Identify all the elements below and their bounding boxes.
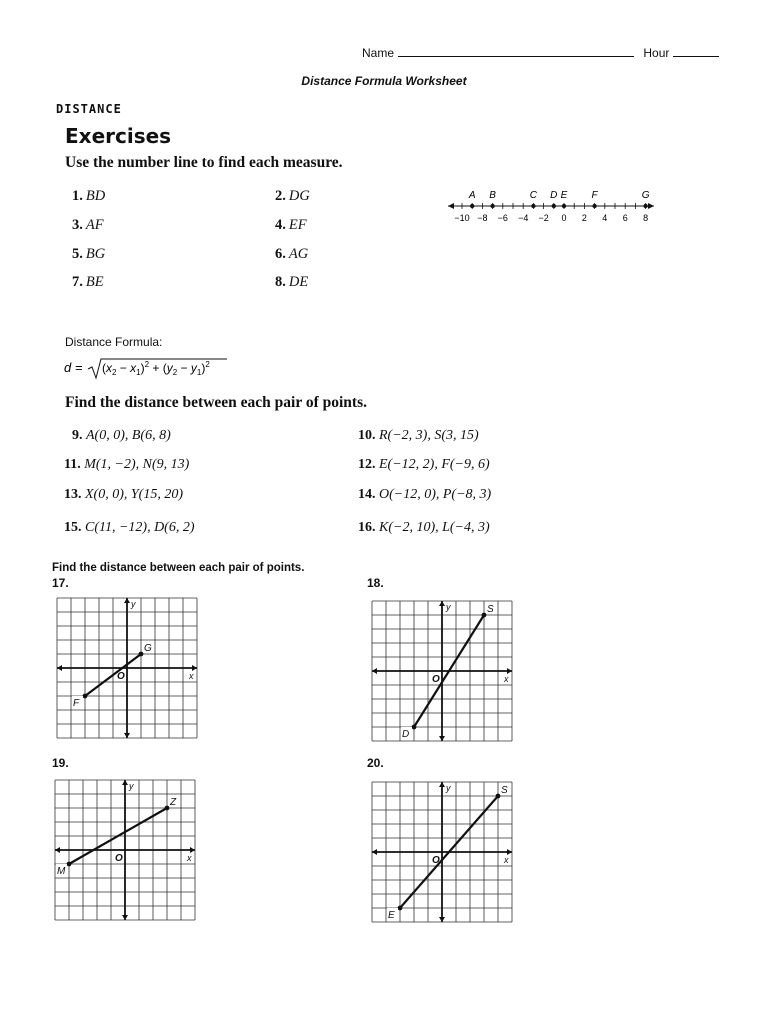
point-label: S [487, 604, 494, 615]
graph-point [496, 794, 501, 799]
tick-label: −4 [518, 213, 529, 223]
pair-item: 11. M(1, −2), N(9, 13) [64, 457, 190, 472]
number-line-point [531, 204, 535, 208]
worksheet-title: Distance Formula Worksheet [301, 74, 467, 88]
graph-point [412, 725, 417, 730]
graph-number-17: 17. [52, 576, 69, 590]
point-label: E [388, 910, 395, 921]
formula-label: Distance Formula: [65, 335, 163, 349]
exercise-item: 4. EF [275, 217, 307, 233]
formula-body: $(x_2 - x_1)^2 + (y_2 - y_1)^2$ [102, 360, 210, 377]
tick-label: −2 [538, 213, 549, 223]
point-label: B [489, 190, 496, 201]
tick-label: 4 [602, 213, 608, 223]
left-arrow-icon [448, 203, 454, 209]
graph-point [398, 906, 403, 911]
point-label: G [641, 190, 650, 201]
graph-number-20: 20. [367, 756, 384, 770]
pair-item: 14. O(−12, 0), P(−8, 3) [358, 487, 492, 502]
graph-point [139, 652, 144, 657]
tick-label: −6 [497, 213, 508, 223]
name-field[interactable] [398, 46, 634, 57]
exercises-heading: Exercises [65, 124, 172, 148]
exercise-item: 8. DE [275, 274, 309, 290]
point-label: D [550, 190, 558, 201]
coordinate-grid-19 [54, 779, 196, 921]
number-line-instruction: Use the number line to find each measure. [65, 154, 343, 171]
point-label: D [402, 729, 410, 740]
number-line-point [592, 204, 596, 208]
exercise-item: 6. AG [275, 246, 309, 262]
point-label: F [591, 190, 598, 201]
pair-item: 9. A(0, 0), B(6, 8) [72, 428, 171, 443]
y-axis-label: y [129, 781, 134, 791]
graph-point [67, 862, 72, 867]
pair-item: 12. E(−12, 2), F(−9, 6) [358, 457, 490, 472]
y-axis-label: y [131, 599, 136, 609]
pair-item: 16. K(−2, 10), L(−4, 3) [358, 520, 490, 535]
tick-label: 0 [561, 213, 567, 223]
point-label: S [501, 785, 508, 796]
exercise-item: 5. BG [72, 246, 106, 262]
point-label: A [468, 190, 476, 201]
exercise-item: 3. AF [72, 217, 104, 233]
point-label: Z [170, 797, 177, 808]
tick-label: −8 [477, 213, 488, 223]
x-axis-label: x [187, 853, 192, 863]
tick-label: 2 [581, 213, 587, 223]
name-label: Name [362, 46, 395, 60]
coordinate-grid-20 [371, 781, 513, 923]
graph-point [482, 613, 487, 618]
origin-label: O [115, 853, 123, 864]
exercise-item: 1. BD [72, 188, 106, 204]
origin-label: O [432, 855, 440, 866]
number-line-point [490, 204, 494, 208]
number-line [440, 184, 670, 228]
name-hour-line [362, 46, 719, 60]
x-axis-label: x [504, 855, 509, 865]
point-label: G [144, 643, 152, 654]
coordinate-grid-17 [56, 597, 198, 739]
exercise-item: 2. DG [275, 188, 310, 204]
number-line-point [643, 204, 647, 208]
formula-lhs: d = [64, 360, 83, 375]
point-label: F [73, 698, 80, 709]
tick-label: −10 [454, 213, 470, 223]
number-line-point [562, 204, 566, 208]
tick-label: 8 [643, 213, 649, 223]
graph-point [165, 806, 170, 811]
hour-label: Hour [643, 46, 670, 60]
x-axis-label: x [189, 671, 194, 681]
right-arrow-icon [648, 203, 654, 209]
graph-number-18: 18. [367, 576, 384, 590]
distance-formula [64, 357, 239, 386]
distance-formula-svg [64, 357, 239, 383]
section-label: DISTANCE [56, 102, 122, 116]
pair-item: 13. X(0, 0), Y(15, 20) [64, 487, 183, 502]
coordinate-grid-18 [371, 600, 513, 742]
origin-label: O [117, 671, 125, 682]
y-axis-label: y [446, 602, 451, 612]
pairs-instruction: Find the distance between each pair of points. [65, 394, 367, 411]
origin-label: O [432, 674, 440, 685]
point-label: E [560, 190, 568, 201]
graph-point [83, 694, 88, 699]
pair-item: 15. C(11, −12), D(6, 2) [64, 520, 195, 535]
number-line-point [470, 204, 474, 208]
pair-item: 10. R(−2, 3), S(3, 15) [358, 428, 479, 443]
point-label: M [57, 866, 66, 877]
graph-number-19: 19. [52, 756, 69, 770]
x-axis-label: x [504, 674, 509, 684]
y-axis-label: y [446, 783, 451, 793]
number-line-point [552, 204, 556, 208]
point-label: C [529, 190, 538, 201]
graph-instruction: Find the distance between each pair of points. [52, 562, 305, 574]
hour-field[interactable] [673, 46, 719, 57]
exercise-item: 7. BE [72, 274, 104, 290]
tick-label: 6 [622, 213, 628, 223]
